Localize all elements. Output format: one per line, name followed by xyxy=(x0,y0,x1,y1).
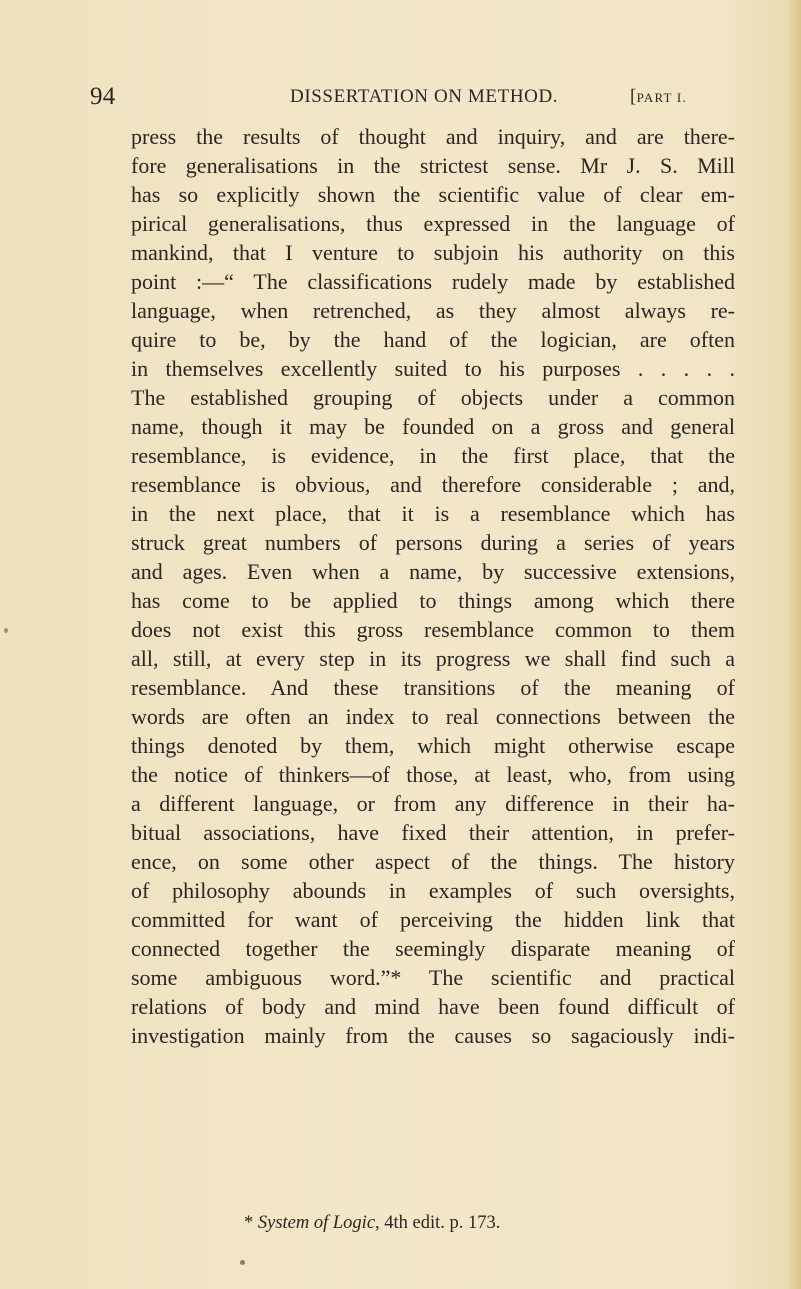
footnote-citation: , 4th edit. p. 173. xyxy=(375,1213,501,1233)
text-line: resemblance, is evidence, in the first place, that the xyxy=(131,443,735,468)
text-line: resemblance is obvious, and therefore considerable ; and, xyxy=(131,472,735,497)
footnote-title: System of Logic xyxy=(257,1213,376,1233)
page-edge-shadow xyxy=(787,0,801,1289)
text-line: press the results of thought and inquiry, and are there- xyxy=(131,124,735,149)
body-text xyxy=(131,122,735,1050)
text-line: committed for want of perceiving the hidden link that xyxy=(131,907,735,932)
text-line: language, when retrenched, as they almost always re- xyxy=(131,298,735,323)
text-line: a different language, or from any difference in their ha- xyxy=(131,791,735,816)
text-line: has come to be applied to things among which there xyxy=(131,588,735,613)
footnote xyxy=(244,1213,500,1234)
text-line: all, still, at every step in its progress we shall find such a xyxy=(131,646,735,671)
text-line: quire to be, by the hand of the logician, are often xyxy=(131,327,735,352)
text-line: and ages. Even when a name, by successive extensions, xyxy=(131,559,735,584)
text-line: some ambiguous word.”* The scientific and practical xyxy=(131,965,735,990)
ink-speck xyxy=(4,628,8,633)
text-line: in the next place, that it is a resemblance which has xyxy=(131,501,735,526)
text-line: mankind, that I venture to subjoin his authority on this xyxy=(131,240,735,265)
text-line: connected together the seemingly disparate meaning of xyxy=(131,936,735,961)
text-line: resemblance. And these transitions of the meaning of xyxy=(131,675,735,700)
text-line: fore generalisations in the strictest sense. Mr J. S. Mill xyxy=(131,153,735,178)
footnote-marker: * xyxy=(244,1213,254,1233)
running-title: DISSERTATION ON METHOD. xyxy=(290,86,559,107)
text-line: words are often an index to real connections between the xyxy=(131,704,735,729)
text-line: The established grouping of objects under a common xyxy=(131,385,735,410)
part-label-text: PART I. xyxy=(636,90,687,105)
text-line: name, though it may be founded on a gross and general xyxy=(131,414,735,439)
text-line: relations of body and mind have been found difficult of xyxy=(131,994,735,1019)
text-line: in themselves excellently suited to his purposes . . . . . xyxy=(131,356,735,381)
part-bracket: [ xyxy=(630,86,637,107)
part-label xyxy=(630,86,687,108)
text-line: struck great numbers of persons during a series of years xyxy=(131,530,735,555)
text-line: point :—“ The classifications rudely made by established xyxy=(131,269,735,294)
text-line: of philosophy abounds in examples of such oversights, xyxy=(131,878,735,903)
text-line: does not exist this gross resemblance common to them xyxy=(131,617,735,642)
ink-speck xyxy=(240,1260,245,1265)
text-line: things denoted by them, which might otherwise escape xyxy=(131,733,735,758)
text-line: the notice of thinkers—of those, at least, who, from using xyxy=(131,762,735,787)
running-header xyxy=(90,83,720,116)
text-line: pirical generalisations, thus expressed in the language of xyxy=(131,211,735,236)
text-line: investigation mainly from the causes so sagaciously indi- xyxy=(131,1023,735,1048)
page-number: 94 xyxy=(90,83,116,110)
text-line: has so explicitly shown the scientific value of clear em- xyxy=(131,182,735,207)
text-line: bitual associations, have fixed their attention, in prefer- xyxy=(131,820,735,845)
text-line: ence, on some other aspect of the things. The history xyxy=(131,849,735,874)
